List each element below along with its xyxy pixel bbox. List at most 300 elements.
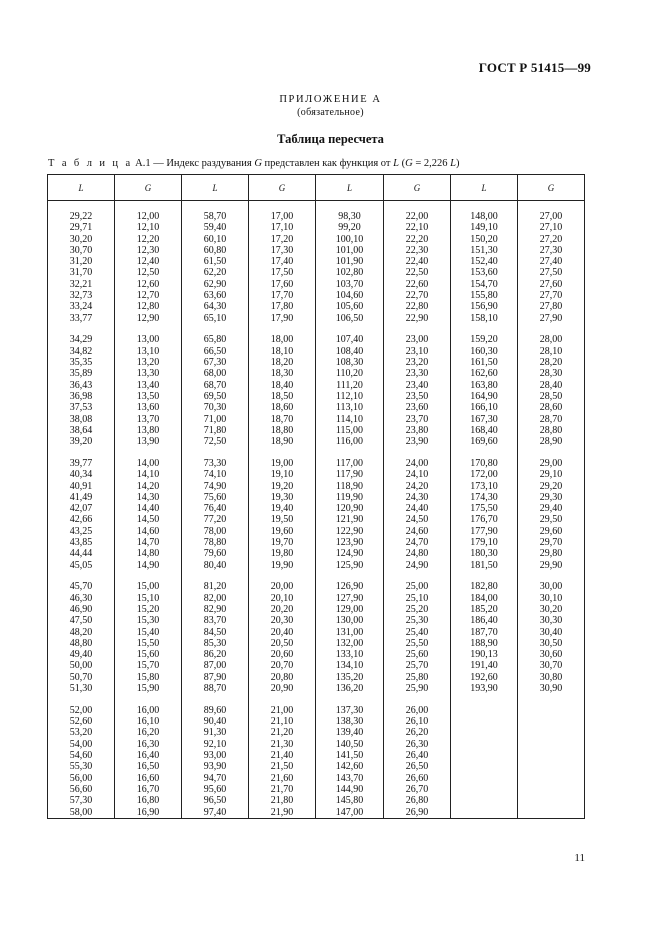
table-cell: 52,00 <box>48 705 115 716</box>
table-cell: 22,80 <box>384 301 451 312</box>
table-cell: 14,20 <box>115 481 182 492</box>
table-cell <box>518 773 585 784</box>
table-cell: 30,30 <box>518 615 585 626</box>
table-cell: 12,40 <box>115 256 182 267</box>
table-cell: 72,50 <box>182 436 249 447</box>
table-cell: 25,30 <box>384 615 451 626</box>
table-cell: 21,90 <box>249 807 316 819</box>
table-cell: 26,80 <box>384 795 451 806</box>
table-cell: 57,30 <box>48 795 115 806</box>
table-cell <box>451 795 518 806</box>
table-cell: 23,90 <box>384 436 451 447</box>
group-spacer <box>48 694 585 705</box>
table-cell: 19,90 <box>249 560 316 571</box>
table-cell: 25,50 <box>384 638 451 649</box>
table-cell: 54,00 <box>48 739 115 750</box>
column-header: G <box>518 175 585 201</box>
table-cell: 46,30 <box>48 593 115 604</box>
table-cell: 43,85 <box>48 537 115 548</box>
table-cell: 119,90 <box>316 492 384 503</box>
table-cell: 20,00 <box>249 581 316 592</box>
table-cell: 69,50 <box>182 391 249 402</box>
table-cell: 14,00 <box>115 458 182 469</box>
table-cell: 42,07 <box>48 503 115 514</box>
table-cell: 130,00 <box>316 615 384 626</box>
table-cell: 26,20 <box>384 727 451 738</box>
table-cell: 19,70 <box>249 537 316 548</box>
table-cell: 30,20 <box>48 234 115 245</box>
table-cell: 16,80 <box>115 795 182 806</box>
table-cell: 82,00 <box>182 593 249 604</box>
table-cell: 164,90 <box>451 391 518 402</box>
table-cell: 18,20 <box>249 357 316 368</box>
table-cell: 138,30 <box>316 716 384 727</box>
table-cell: 64,30 <box>182 301 249 312</box>
table-cell: 13,10 <box>115 346 182 357</box>
table-cell: 21,60 <box>249 773 316 784</box>
table-cell: 34,82 <box>48 346 115 357</box>
table-cell: 28,80 <box>518 425 585 436</box>
column-header: G <box>115 175 182 201</box>
table-cell: 20,30 <box>249 615 316 626</box>
table-cell: 186,40 <box>451 615 518 626</box>
table-cell <box>518 727 585 738</box>
table-cell: 75,60 <box>182 492 249 503</box>
table-cell <box>451 761 518 772</box>
table-cell <box>518 761 585 772</box>
table-cell: 39,20 <box>48 436 115 447</box>
table-cell: 97,40 <box>182 807 249 819</box>
table-cell: 27,60 <box>518 279 585 290</box>
table-cell <box>518 739 585 750</box>
table-cell: 12,70 <box>115 290 182 301</box>
table-cell: 15,50 <box>115 638 182 649</box>
column-header: L <box>182 175 249 201</box>
table-cell: 12,20 <box>115 234 182 245</box>
table-cell: 136,20 <box>316 683 384 694</box>
group-spacer <box>48 571 585 582</box>
table-row <box>48 683 585 694</box>
table-cell: 29,71 <box>48 222 115 233</box>
table-cell: 152,40 <box>451 256 518 267</box>
table-cell: 81,20 <box>182 581 249 592</box>
table-cell: 50,70 <box>48 672 115 683</box>
table-row <box>48 368 585 379</box>
table-row <box>48 425 585 436</box>
spacer-cell <box>182 324 249 335</box>
table-cell: 19,60 <box>249 526 316 537</box>
table-row <box>48 503 585 514</box>
spacer-cell <box>384 324 451 335</box>
table-cell: 93,90 <box>182 761 249 772</box>
spacer-cell <box>518 571 585 582</box>
table-cell: 156,90 <box>451 301 518 312</box>
table-cell: 162,60 <box>451 368 518 379</box>
table-cell: 16,60 <box>115 773 182 784</box>
table-row <box>48 750 585 761</box>
table-cell: 117,00 <box>316 458 384 469</box>
conversion-table <box>47 174 585 819</box>
table-cell: 54,60 <box>48 750 115 761</box>
table-cell: 13,80 <box>115 425 182 436</box>
table-cell: 23,50 <box>384 391 451 402</box>
table-cell: 25,10 <box>384 593 451 604</box>
table-cell: 12,30 <box>115 245 182 256</box>
table-cell: 100,10 <box>316 234 384 245</box>
table-cell: 158,10 <box>451 313 518 324</box>
table-cell: 121,90 <box>316 514 384 525</box>
table-cell: 68,70 <box>182 380 249 391</box>
table-row <box>48 560 585 571</box>
table-cell: 15,40 <box>115 627 182 638</box>
table-cell: 71,80 <box>182 425 249 436</box>
table-cell: 28,00 <box>518 334 585 345</box>
table-cell: 45,05 <box>48 560 115 571</box>
column-header: G <box>384 175 451 201</box>
table-cell: 145,80 <box>316 795 384 806</box>
table-cell: 22,50 <box>384 267 451 278</box>
table-cell: 16,00 <box>115 705 182 716</box>
table-cell: 25,90 <box>384 683 451 694</box>
caption-variable-g: G <box>254 158 262 169</box>
table-cell: 29,50 <box>518 514 585 525</box>
table-cell: 74,10 <box>182 469 249 480</box>
spacer-cell <box>451 571 518 582</box>
table-cell: 92,10 <box>182 739 249 750</box>
table-cell: 27,80 <box>518 301 585 312</box>
caption-text: = 2,226 <box>412 158 451 169</box>
table-cell: 169,60 <box>451 436 518 447</box>
table-cell: 150,20 <box>451 234 518 245</box>
table-cell: 84,50 <box>182 627 249 638</box>
table-cell: 66,50 <box>182 346 249 357</box>
table-cell: 40,34 <box>48 469 115 480</box>
table-cell: 82,90 <box>182 604 249 615</box>
table-cell: 26,90 <box>384 807 451 819</box>
table-cell: 125,90 <box>316 560 384 571</box>
table-cell: 112,10 <box>316 391 384 402</box>
table-cell: 24,40 <box>384 503 451 514</box>
table-cell: 22,40 <box>384 256 451 267</box>
table-cell: 20,70 <box>249 660 316 671</box>
table-cell: 83,70 <box>182 615 249 626</box>
table-cell: 25,00 <box>384 581 451 592</box>
table-cell: 191,40 <box>451 660 518 671</box>
table-cell: 24,20 <box>384 481 451 492</box>
table-cell: 80,40 <box>182 560 249 571</box>
table-cell: 16,20 <box>115 727 182 738</box>
table-cell <box>451 784 518 795</box>
table-row <box>48 290 585 301</box>
table-cell: 126,90 <box>316 581 384 592</box>
table-cell: 31,20 <box>48 256 115 267</box>
table-cell: 86,20 <box>182 649 249 660</box>
table-cell: 47,50 <box>48 615 115 626</box>
table-row <box>48 807 585 819</box>
spacer-cell <box>115 694 182 705</box>
table-cell: 61,50 <box>182 256 249 267</box>
table-cell: 168,40 <box>451 425 518 436</box>
table-cell: 94,70 <box>182 773 249 784</box>
table-cell: 28,10 <box>518 346 585 357</box>
table-cell: 45,70 <box>48 581 115 592</box>
table-cell: 18,50 <box>249 391 316 402</box>
table-cell: 134,10 <box>316 660 384 671</box>
table-cell: 115,00 <box>316 425 384 436</box>
table-cell <box>451 705 518 716</box>
table-row <box>48 222 585 233</box>
table-row <box>48 481 585 492</box>
table-row <box>48 234 585 245</box>
table-cell: 30,00 <box>518 581 585 592</box>
table-cell: 144,90 <box>316 784 384 795</box>
table-cell: 132,00 <box>316 638 384 649</box>
table-cell: 40,91 <box>48 481 115 492</box>
table-cell: 172,00 <box>451 469 518 480</box>
table-cell: 21,00 <box>249 705 316 716</box>
table-cell <box>451 750 518 761</box>
table-cell: 15,00 <box>115 581 182 592</box>
spacer-cell <box>48 324 115 335</box>
table-cell: 21,80 <box>249 795 316 806</box>
table-cell: 34,29 <box>48 334 115 345</box>
table-cell: 14,70 <box>115 537 182 548</box>
table-cell: 28,60 <box>518 402 585 413</box>
table-row <box>48 313 585 324</box>
table-cell: 151,30 <box>451 245 518 256</box>
caption-variable-g: G <box>405 158 413 169</box>
table-cell: 193,90 <box>451 683 518 694</box>
table-cell: 30,90 <box>518 683 585 694</box>
table-cell: 20,90 <box>249 683 316 694</box>
table-cell: 16,10 <box>115 716 182 727</box>
table-cell: 19,20 <box>249 481 316 492</box>
table-cell: 28,70 <box>518 414 585 425</box>
table-cell: 29,60 <box>518 526 585 537</box>
table-cell: 51,30 <box>48 683 115 694</box>
table-cell: 17,10 <box>249 222 316 233</box>
table-cell: 133,10 <box>316 649 384 660</box>
table-cell: 74,90 <box>182 481 249 492</box>
table-cell: 113,10 <box>316 402 384 413</box>
table-cell: 27,70 <box>518 290 585 301</box>
spacer-cell <box>518 447 585 458</box>
table-cell <box>518 807 585 819</box>
table-cell: 25,20 <box>384 604 451 615</box>
table-cell: 14,60 <box>115 526 182 537</box>
table-row <box>48 739 585 750</box>
table-cell: 22,10 <box>384 222 451 233</box>
table-cell: 184,00 <box>451 593 518 604</box>
table-cell: 17,90 <box>249 313 316 324</box>
table-cell: 17,70 <box>249 290 316 301</box>
table-cell: 15,20 <box>115 604 182 615</box>
table-cell: 12,10 <box>115 222 182 233</box>
table-cell: 56,60 <box>48 784 115 795</box>
table-cell: 30,70 <box>48 245 115 256</box>
table-cell: 53,20 <box>48 727 115 738</box>
table-cell <box>451 739 518 750</box>
table-row <box>48 414 585 425</box>
table-cell: 108,30 <box>316 357 384 368</box>
table-cell: 15,30 <box>115 615 182 626</box>
table-row <box>48 245 585 256</box>
spacer-cell <box>249 694 316 705</box>
spacer-cell <box>115 571 182 582</box>
table-cell: 20,80 <box>249 672 316 683</box>
table-cell: 131,00 <box>316 627 384 638</box>
table-cell: 39,77 <box>48 458 115 469</box>
table-cell: 124,90 <box>316 548 384 559</box>
standard-number: ГОСТ Р 51415—99 <box>478 60 591 75</box>
table-cell: 18,60 <box>249 402 316 413</box>
table-cell: 29,22 <box>48 201 115 223</box>
table-cell: 175,50 <box>451 503 518 514</box>
table-cell: 48,20 <box>48 627 115 638</box>
table-cell: 104,60 <box>316 290 384 301</box>
table-cell: 21,50 <box>249 761 316 772</box>
table-cell: 67,30 <box>182 357 249 368</box>
table-cell: 30,70 <box>518 660 585 671</box>
table-cell: 71,00 <box>182 414 249 425</box>
table-cell: 27,00 <box>518 201 585 223</box>
table-cell: 77,20 <box>182 514 249 525</box>
table-cell: 16,90 <box>115 807 182 819</box>
table-cell: 37,53 <box>48 402 115 413</box>
table-cell: 26,60 <box>384 773 451 784</box>
table-cell <box>518 716 585 727</box>
table-cell: 21,20 <box>249 727 316 738</box>
table-cell: 110,20 <box>316 368 384 379</box>
caption-text: ) <box>455 158 460 169</box>
table-row <box>48 615 585 626</box>
table-cell: 182,80 <box>451 581 518 592</box>
table-cell: 29,90 <box>518 560 585 571</box>
table-cell: 68,00 <box>182 368 249 379</box>
table-cell: 13,70 <box>115 414 182 425</box>
table-row <box>48 391 585 402</box>
table-cell: 20,50 <box>249 638 316 649</box>
table-cell: 65,10 <box>182 313 249 324</box>
table-cell: 18,10 <box>249 346 316 357</box>
table-cell: 65,80 <box>182 334 249 345</box>
spacer-cell <box>451 324 518 335</box>
table-row <box>48 716 585 727</box>
table-cell: 43,25 <box>48 526 115 537</box>
table-cell: 114,10 <box>316 414 384 425</box>
table-cell: 180,30 <box>451 548 518 559</box>
table-cell: 56,00 <box>48 773 115 784</box>
table-cell: 29,70 <box>518 537 585 548</box>
table-cell: 149,10 <box>451 222 518 233</box>
table-cell: 30,60 <box>518 649 585 660</box>
table-cell: 24,80 <box>384 548 451 559</box>
table-cell: 12,80 <box>115 301 182 312</box>
table-cell: 52,60 <box>48 716 115 727</box>
table-cell: 79,60 <box>182 548 249 559</box>
spacer-cell <box>182 694 249 705</box>
table-cell: 88,70 <box>182 683 249 694</box>
table-cell: 58,00 <box>48 807 115 819</box>
table-body <box>48 201 585 819</box>
table-cell: 89,60 <box>182 705 249 716</box>
table-cell <box>518 795 585 806</box>
table-cell: 36,98 <box>48 391 115 402</box>
table-cell: 187,70 <box>451 627 518 638</box>
table-cell: 102,80 <box>316 267 384 278</box>
spacer-cell <box>384 571 451 582</box>
table-cell: 30,50 <box>518 638 585 649</box>
table-cell: 96,50 <box>182 795 249 806</box>
table-cell: 13,50 <box>115 391 182 402</box>
table-row <box>48 672 585 683</box>
table-cell: 18,70 <box>249 414 316 425</box>
table-cell <box>451 716 518 727</box>
spacer-cell <box>316 447 384 458</box>
table-cell: 87,00 <box>182 660 249 671</box>
table-cell: 18,00 <box>249 334 316 345</box>
table-cell: 123,90 <box>316 537 384 548</box>
table-row <box>48 660 585 671</box>
table-cell: 16,70 <box>115 784 182 795</box>
table-cell: 60,80 <box>182 245 249 256</box>
table-cell: 13,40 <box>115 380 182 391</box>
table-cell: 27,10 <box>518 222 585 233</box>
spacer-cell <box>384 447 451 458</box>
table-row <box>48 458 585 469</box>
table-cell: 90,40 <box>182 716 249 727</box>
table-cell: 20,20 <box>249 604 316 615</box>
table-cell: 76,40 <box>182 503 249 514</box>
spacer-cell <box>182 571 249 582</box>
spacer-cell <box>518 694 585 705</box>
column-header: L <box>48 175 115 201</box>
table-cell: 32,21 <box>48 279 115 290</box>
table-cell: 116,00 <box>316 436 384 447</box>
table-cell: 18,30 <box>249 368 316 379</box>
table-cell: 26,00 <box>384 705 451 716</box>
table-cell: 13,20 <box>115 357 182 368</box>
table-cell: 185,20 <box>451 604 518 615</box>
table-cell: 23,10 <box>384 346 451 357</box>
table-cell: 16,30 <box>115 739 182 750</box>
table-cell: 91,30 <box>182 727 249 738</box>
table-cell: 46,90 <box>48 604 115 615</box>
caption-text: ( <box>398 158 406 169</box>
table-cell: 98,30 <box>316 201 384 223</box>
table-row <box>48 526 585 537</box>
table-cell: 16,50 <box>115 761 182 772</box>
table-cell: 12,90 <box>115 313 182 324</box>
table-cell: 107,40 <box>316 334 384 345</box>
table-cell: 15,60 <box>115 649 182 660</box>
table-cell: 22,00 <box>384 201 451 223</box>
spacer-cell <box>316 694 384 705</box>
table-cell: 141,50 <box>316 750 384 761</box>
table-cell: 177,90 <box>451 526 518 537</box>
table-cell: 17,20 <box>249 234 316 245</box>
table-cell: 18,80 <box>249 425 316 436</box>
table-cell <box>451 773 518 784</box>
table-cell: 55,30 <box>48 761 115 772</box>
table-cell: 19,00 <box>249 458 316 469</box>
table-cell: 22,70 <box>384 290 451 301</box>
table-cell: 50,00 <box>48 660 115 671</box>
table-cell: 148,00 <box>451 201 518 223</box>
table-cell: 26,40 <box>384 750 451 761</box>
caption-text: представлен как функция от <box>261 158 394 169</box>
table-cell: 12,00 <box>115 201 182 223</box>
